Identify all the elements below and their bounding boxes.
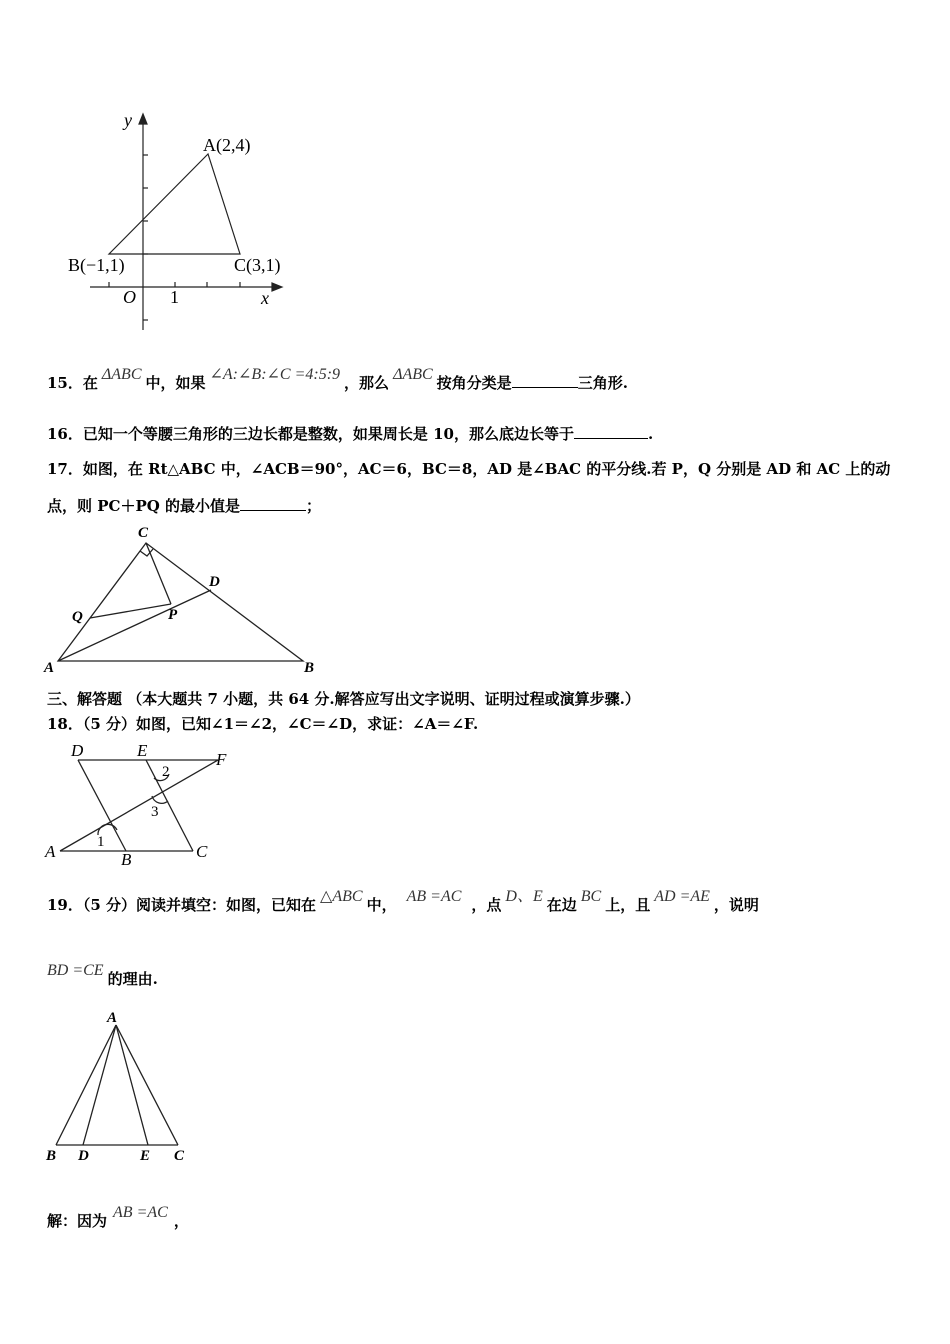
point-c-label: C xyxy=(196,842,208,861)
answer-blank-16[interactable] xyxy=(574,424,648,439)
point-e-label: E xyxy=(137,741,148,760)
point-c-label: C(3,1) xyxy=(234,255,281,275)
parallelogram-figure xyxy=(40,738,240,868)
question-15: 15．在 ΔABC 中，如果 ∠A:∠B:∠C =4:5:9 ，那么 ΔABC 按角分类是 三角形. xyxy=(47,366,628,392)
coordinate-triangle-figure xyxy=(60,110,300,335)
point-b-label: B xyxy=(304,660,315,675)
question-16: 16．已知一个等腰三角形的三边长都是整数，如果周长是 10，那么底边长等于 . xyxy=(47,425,654,443)
point-b-label: B xyxy=(46,1148,57,1164)
point-a-label: A xyxy=(44,660,55,675)
answer-blank-17[interactable] xyxy=(240,496,306,511)
question-19: 19．（5 分）阅读并填空：如图，已知在 △ABC 中， AB =AC ，点 D、E 在边 BC 上，且 AD =AE ，说明 xyxy=(47,888,759,914)
angle-1-label: 1 xyxy=(97,834,105,850)
segment-ac xyxy=(116,1025,178,1145)
solution-start: 解：因为 AB =AC ， xyxy=(47,1204,189,1230)
y-arrow xyxy=(139,114,147,124)
origin-label: O xyxy=(123,287,136,307)
question-17-line2: 点，则 PC＋PQ 的最小值是 ； xyxy=(47,497,322,515)
point-a-label: A(2,4) xyxy=(203,135,251,155)
tick-label-1: 1 xyxy=(170,287,179,307)
point-e-label: E xyxy=(140,1148,151,1164)
question-17-line1: 17．如图，在 Rt△ABC 中，∠ACB＝90°，AC＝6，BC＝8，AD 是∠BAC 的平分线.若 P，Q 分别是 AD 和 AC 上的动 xyxy=(47,460,891,478)
point-b-label: B xyxy=(121,850,132,868)
point-q-label: Q xyxy=(72,609,83,625)
bisector-ad xyxy=(58,590,211,661)
segment-af xyxy=(60,760,218,851)
x-arrow xyxy=(272,283,282,291)
triangle-abc xyxy=(109,154,240,254)
angle-2-label: 2 xyxy=(162,764,170,780)
point-a-label: A xyxy=(107,1010,118,1026)
question-19-line2: BD =CE 的理由. xyxy=(47,962,158,988)
section-3-heading: 三、解答题 （本大题共 7 小题，共 64 分.解答应写出文字说明、证明过程或演算步骤.） xyxy=(47,690,640,708)
isosceles-triangle-figure xyxy=(40,1005,200,1170)
answer-blank-15[interactable] xyxy=(512,373,578,388)
point-d-label: D xyxy=(78,1148,89,1164)
point-f-label: F xyxy=(216,750,227,769)
point-p-label: P xyxy=(168,607,178,623)
x-axis-label: x xyxy=(261,288,269,308)
point-a-label: A xyxy=(45,842,56,861)
segment-ae xyxy=(116,1025,148,1145)
point-c-label: C xyxy=(138,525,149,541)
right-triangle-figure xyxy=(40,520,330,675)
segment-ab xyxy=(56,1025,116,1145)
segment-pq xyxy=(90,604,171,618)
point-b-label: B(−1,1) xyxy=(68,255,125,275)
question-18: 18．（5 分）如图，已知∠1＝∠2，∠C＝∠D，求证：∠A＝∠F. xyxy=(47,715,479,733)
angle-3-label: 3 xyxy=(151,804,159,820)
point-c-label: C xyxy=(174,1148,185,1164)
point-d-label: D xyxy=(71,741,84,760)
y-axis-label: y xyxy=(124,110,132,130)
segment-ad xyxy=(83,1025,116,1145)
point-d-label: D xyxy=(209,574,220,590)
